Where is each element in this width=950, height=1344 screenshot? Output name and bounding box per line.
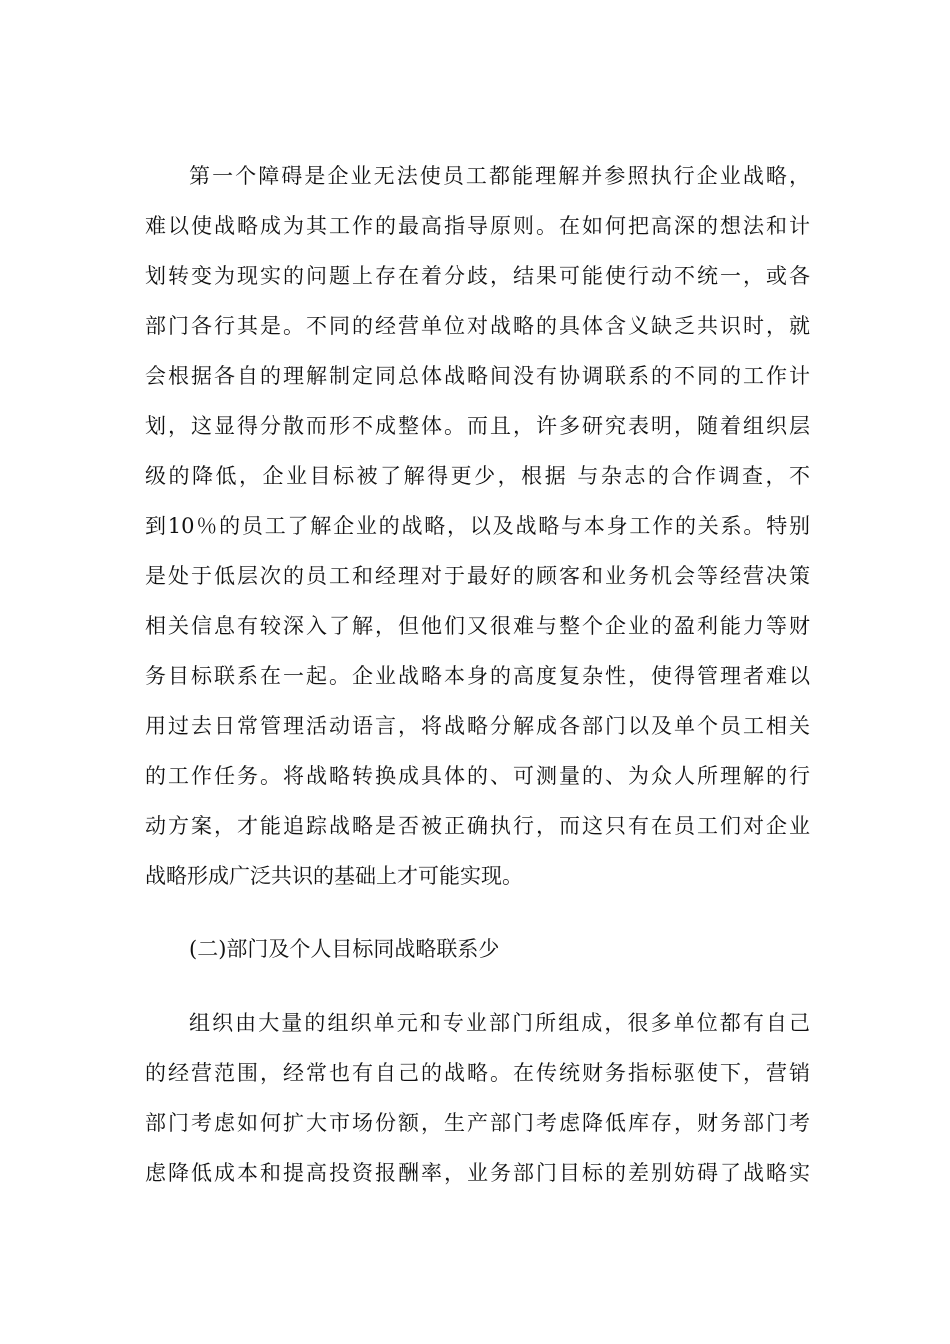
paragraph-line: 动方案，才能追踪战略是否被正确执行，而这只有在员工们对企业 (145, 814, 810, 838)
paragraph-line: 战略形成广泛共识的基础上才可能实现。 (145, 864, 523, 888)
paragraph-line: 的工作任务。将战略转换成具体的、可测量的、为众人所理解的行 (145, 764, 810, 788)
paragraph-line: 划，这显得分散而形不成整体。而且，许多研究表明，随着组织层 (145, 414, 810, 438)
paragraph-line: 用过去日常管理活动语言，将战略分解成各部门以及单个员工相关 (145, 714, 810, 738)
paragraph-line: 第一个障碍是企业无法使员工都能理解并参照执行企业战略， (189, 164, 810, 188)
paragraph-line: 会根据各自的理解制定同总体战略间没有协调联系的不同的工作计 (145, 364, 810, 388)
paragraph-line: 的经营范围，经常也有自己的战略。在传统财务指标驱使下，营销 (145, 1061, 810, 1085)
paragraph-line: 虑降低成本和提高投资报酬率，业务部门目标的差别妨碍了战略实 (145, 1161, 810, 1185)
paragraph-line: 到10％的员工了解企业的战略，以及战略与本身工作的关系。特别 (145, 514, 810, 538)
paragraph-line: 部门各行其是。不同的经营单位对战略的具体含义缺乏共识时，就 (145, 314, 810, 338)
paragraph-line: 部门考虑如何扩大市场份额，生产部门考虑降低库存，财务部门考 (145, 1111, 810, 1135)
section-heading: (二)部门及个人目标同战略联系少 (189, 937, 500, 961)
paragraph-line: 划转变为现实的问题上存在着分歧，结果可能使行动不统一，或各 (145, 264, 810, 288)
paragraph-line: 相关信息有较深入了解，但他们又很难与整个企业的盈利能力等财 (145, 614, 810, 638)
paragraph-line: 务目标联系在一起。企业战略本身的高度复杂性，使得管理者难以 (145, 664, 810, 688)
paragraph-line: 是处于低层次的员工和经理对于最好的顾客和业务机会等经营决策 (145, 564, 810, 588)
paragraph-line: 难以使战略成为其工作的最高指导原则。在如何把高深的想法和计 (145, 214, 810, 238)
paragraph-line: 级的降低，企业目标被了解得更少，根据 与杂志的合作调查，不 (145, 464, 810, 488)
paragraph-line: 组织由大量的组织单元和专业部门所组成，很多单位都有自己 (189, 1011, 810, 1035)
